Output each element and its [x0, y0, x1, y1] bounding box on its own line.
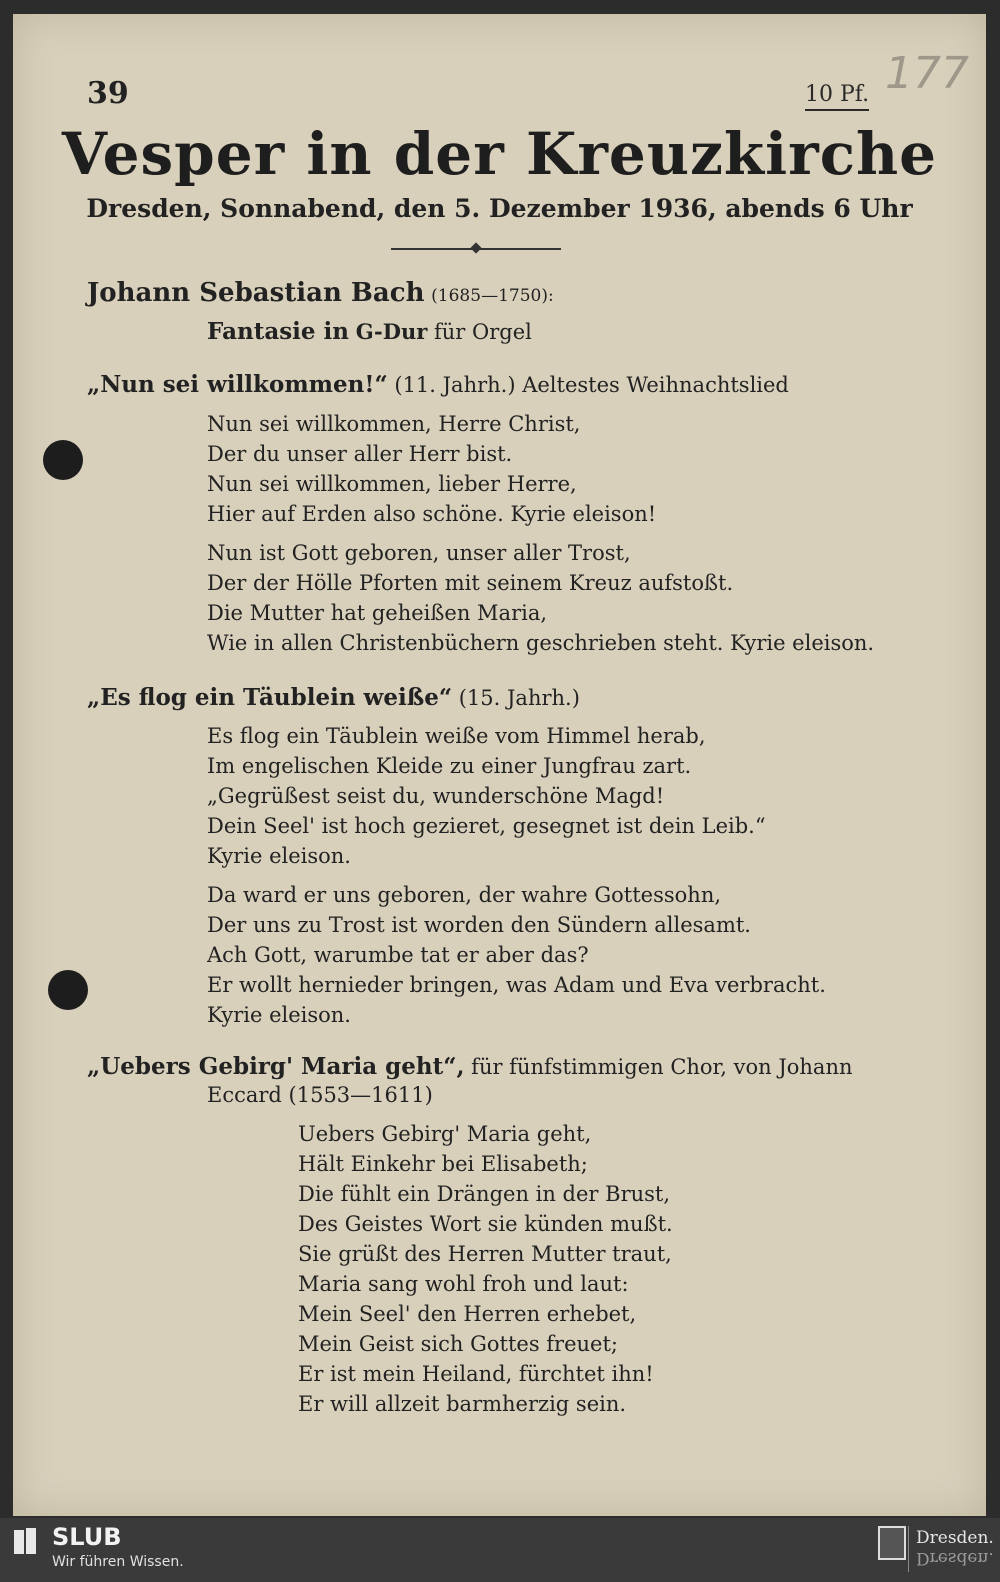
composer-name: Johann Sebastian Bach — [87, 278, 425, 308]
verse-line: Nun ist Gott geboren, unser aller Trost, — [207, 541, 631, 565]
verse-line: Der der Hölle Pforten mit seinem Kreuz aufstoßt. — [207, 571, 734, 595]
verse-line: Kyrie eleison. — [207, 844, 351, 868]
verse-line: Des Geistes Wort sie künden mußt. — [298, 1212, 673, 1236]
verse-line: Dein Seel' ist hoch gezieret, gesegnet ist dein Leib.“ — [207, 814, 766, 838]
verse-line: Da ward er uns geboren, der wahre Gottessohn, — [207, 883, 722, 907]
bach-heading — [87, 278, 554, 308]
nun-sei-heading: „Nun sei willkommen!“ (11. Jahrh.) Aeltestes Weihnachtslied — [87, 371, 789, 398]
bach-work: Fantasie in G-Dur für Orgel — [207, 318, 532, 345]
verse-line: Der uns zu Trost ist worden den Sündern allesamt. — [207, 913, 751, 937]
verse-line: Er wollt hernieder bringen, was Adam und Eva verbracht. — [207, 973, 826, 997]
verse-line: Maria sang wohl froh und laut: — [298, 1272, 629, 1296]
footer-separator — [908, 1526, 909, 1572]
verse-line: Mein Geist sich Gottes freuet; — [298, 1332, 618, 1356]
verse-line: Er ist mein Heiland, fürchtet ihn! — [298, 1362, 654, 1386]
gebirg-heading: „Uebers Gebirg' Maria geht“, für fünfstimmigen Chor, von Johann — [87, 1053, 853, 1080]
verse-line: Nun sei willkommen, lieber Herre, — [207, 472, 577, 496]
verse-line: Sie grüßt des Herren Mutter traut, — [298, 1242, 672, 1266]
verse-line: Ach Gott, warumbe tat er aber das? — [207, 943, 589, 967]
taeublein-heading: „Es flog ein Täublein weiße“ (15. Jahrh.) — [87, 684, 580, 711]
verse-line: Uebers Gebirg' Maria geht, — [298, 1122, 592, 1146]
verse-line: Er will allzeit barmherzig sein. — [298, 1392, 627, 1416]
punch-hole-bottom — [48, 970, 88, 1010]
verse-line: Nun sei willkommen, Herre Christ, — [207, 412, 581, 436]
verse-line: Kyrie eleison. — [207, 1003, 351, 1027]
footer-bar — [0, 1518, 1000, 1582]
program-number: 39 — [87, 76, 129, 111]
verse-line: Mein Seel' den Herren erhebet, — [298, 1302, 637, 1326]
verse-line: Wie in allen Christenbüchern geschrieben steht. Kyrie eleison. — [207, 631, 875, 655]
verse-line: Die Mutter hat geheißen Maria, — [207, 601, 548, 625]
dresden-logo[interactable]: Dresden. — [916, 1528, 994, 1548]
verse-line: Die fühlt ein Drängen in der Brust, — [298, 1182, 671, 1206]
verse-line: Hier auf Erden also schöne. Kyrie eleison! — [207, 502, 657, 526]
verse-line: Hält Einkehr bei Elisabeth; — [298, 1152, 588, 1176]
archive-number: 177 — [885, 48, 969, 99]
book-icon — [14, 1528, 38, 1556]
dresden-crest-icon — [878, 1526, 906, 1560]
gebirg-heading-cont: Eccard (1553—1611) — [207, 1083, 433, 1107]
slub-tagline: Wir führen Wissen. — [52, 1554, 184, 1570]
price: 10 Pf. — [805, 82, 869, 111]
verse-line: Es flog ein Täublein weiße vom Himmel herab, — [207, 724, 706, 748]
document-page — [13, 14, 986, 1516]
verse-line: „Gegrüßest seist du, wunderschöne Magd! — [207, 784, 665, 808]
punch-hole-top — [43, 440, 83, 480]
composer-dates: (1685—1750): — [431, 286, 554, 306]
page-title: Vesper in der Kreuzkirche — [61, 120, 938, 188]
page-subtitle: Dresden, Sonnabend, den 5. Dezember 1936, abends 6 Uhr — [86, 194, 913, 223]
verse-line: Im engelischen Kleide zu einer Jungfrau zart. — [207, 754, 692, 778]
verse-line: Der du unser aller Herr bist. — [207, 442, 513, 466]
divider-ornament — [470, 242, 481, 253]
dresden-logo-reflection: Dresden. — [916, 1548, 994, 1568]
slub-logo[interactable]: SLUB — [52, 1523, 122, 1551]
